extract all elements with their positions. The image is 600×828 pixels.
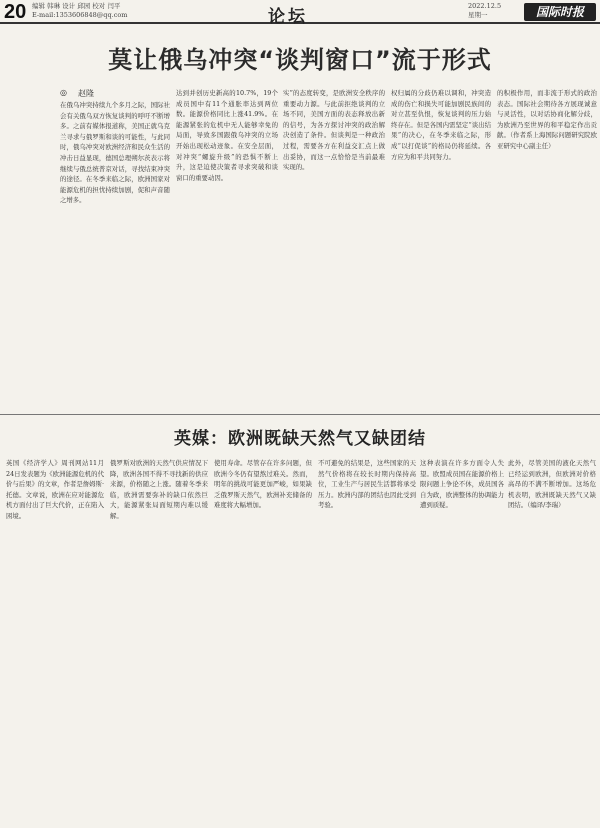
weekday-line: 星期一 bbox=[468, 11, 488, 19]
article-headline: 莫让俄乌冲突“谈判窗口”流于形式 bbox=[108, 46, 492, 74]
article-column: 不可避免的结果是，这些国家的天然气价格将在较长时期内保持高位，工业生产与居民生活都将承受压力。欧洲内部的团结也因此受到考验。 bbox=[318, 459, 416, 510]
article-column: 权归属的分歧仍难以调和，冲突造成的伤亡和损失可能加剧民族间的对立甚至仇恨，恢复谈判的压力始终存在。但是各国内需坚定“谈出结果”的决心，在冬季来临之际，形成“以打促谈”的格局仍将延续。各方应为和平共同努力。 bbox=[391, 89, 491, 161]
section-title: 论坛 bbox=[268, 7, 308, 27]
article-column: 实”的态度转变，是欧洲安全秩序的重要动力源。与此前拒绝谈判的立场不同，美国方面的表态释放出新的信号，为各方探讨冲突的政治解决创造了条件。但谈判是一种政治过程，需要各方在利益交汇点上做出妥协，而这一点恰恰是当前最难实现的。 bbox=[283, 89, 385, 172]
page-number: 20 bbox=[4, 1, 27, 23]
brand-name: 国际时报 bbox=[535, 5, 584, 19]
section-divider bbox=[0, 414, 600, 415]
article-column: 此外，尽管美国的液化天然气已经运到欧洲，但欧洲对价格高昂的不满不断增加。这场危机表明，欧洲既缺天然气又缺团结。（编译/李瑞） bbox=[508, 459, 596, 510]
editor-info bbox=[32, 2, 127, 20]
article-column: 俄罗斯对欧洲的天然气供应情况下降，欧洲各国不得不寻找新的供应来源，价格随之上涨。随着冬季来临，欧洲需要弥补的缺口依然巨大，能源紧张局面短期内难以缓解。 bbox=[110, 459, 208, 520]
date-info bbox=[468, 2, 501, 20]
editors-line: 编辑 韩琳 设计 邱园 校对 闫平 bbox=[32, 2, 121, 10]
article-column: 达到并创历史新高的10.7%，19个成员国中有11个通胀率达到两位数。能源价格同比上涨41.9%。在能源紧张的危机中无人能够幸免的局面，导致多国跟俄乌冲突的立场开始出现松动迹象。在安全层面，对冲突“螺旋升级”的恐惧不断上升，这是迫使决策者寻求突破和谈窗口的重要动因。 bbox=[176, 89, 278, 182]
newspaper-logo bbox=[524, 3, 596, 21]
article-column: 英国《经济学人》周刊网站11月24日发表题为《欧洲能源危机的代价与后果》的文章，作者是詹姆斯·托德。文章说，欧洲在应对能源危机方面付出了巨大代价，正在陷入困境。 bbox=[6, 459, 104, 520]
article-column: 使用寿命。尽管存在许多问题，但欧洲今冬仍有望熬过难关。然而，明年的挑战可能更加严峻，如果缺乏俄罗斯天然气，欧洲补充储备的难度将大幅增加。 bbox=[214, 459, 312, 510]
date-line: 2022.12.5 bbox=[468, 2, 502, 10]
article-column: 这种表演在许多方面令人失望。欧盟成员国在能源价格上限问题上争论不休，成员国各自为政，欧洲整体的协调能力遭到质疑。 bbox=[420, 459, 504, 510]
article-column: 在俄乌冲突持续九个多月之际，国际社会有关俄乌双方恢复谈判的呼吁不断增多。之前有媒体报道称，美国正就乌克兰寻求与俄罗斯和谈的可能性，与此同时，俄乌冲突对欧洲经济和民众生活的冲击日益显现，德国总理朔尔茨表示将继续与俄总统普京对话，寻找结束冲突的途径。在冬季来临之际，欧洲国家对能源危机的担忧持续加剧，促和声音随之增多。 bbox=[60, 101, 170, 205]
email-line: E-mail:1353606848@qq.com bbox=[32, 11, 128, 19]
article-headline-secondary: 英媒：欧洲既缺天然气又缺团结 bbox=[174, 429, 426, 449]
masthead bbox=[0, 0, 600, 27]
byline-mark: ◎ bbox=[60, 88, 67, 97]
author-name: 赵隆 bbox=[78, 89, 94, 98]
article-column: 的积极作用，而非流于形式的政治表态。国际社会期待各方展现诚意与灵活性，以对话协商化解分歧，为欧洲乃至世界的和平稳定作出贡献。（作者系上海国际问题研究院欧亚研究中心副主任） bbox=[497, 89, 597, 150]
